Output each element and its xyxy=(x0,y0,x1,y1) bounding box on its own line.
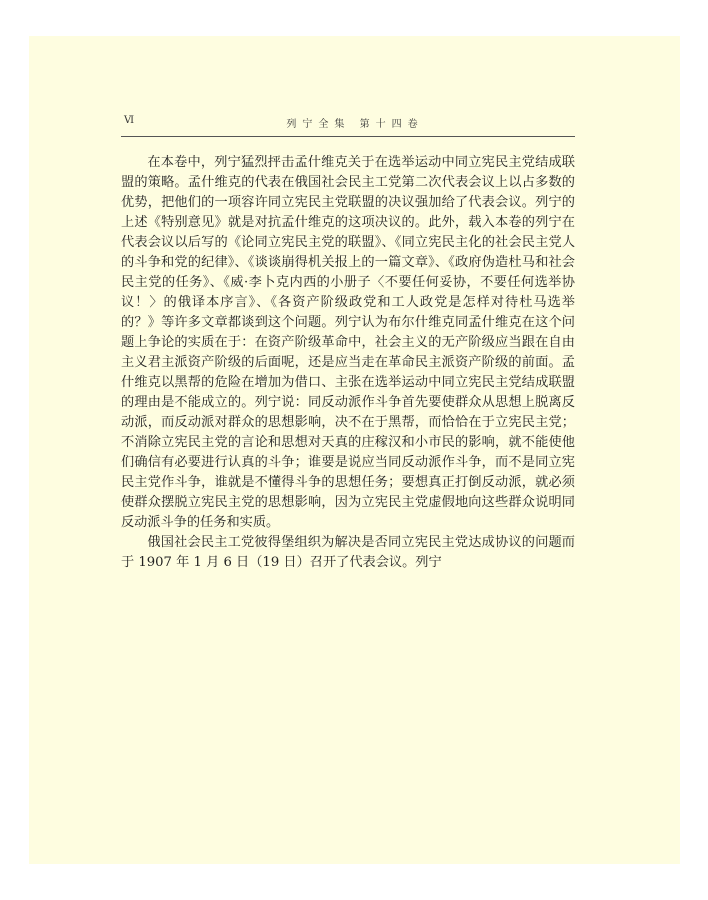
page-number: Ⅵ xyxy=(124,115,135,126)
paragraph: 在本卷中，列宁猛烈抨击孟什维克关于在选举运动中同立宪民主党结成联盟的策略。孟什维克的代表在俄国社会民主工党第二次代表会议上以占多数的优势，把他们的一项容许同立宪民主党联盟的决议强加给了代表会议。列宁的上述《特别意见》就是对抗孟什维克的这项决议的。此外，载入本卷的列宁在代表会议以后写的《论同立宪民主党的联盟》、《同立宪民主化的社会民主党人的斗争和党的纪律》、《谈谈崩得机关报上的一篇文章》、《政府伪造杜马和社会民主党的任务》、《威·李卜克内西的小册子〈不要任何妥协，不要任何选举协议！〉的俄译本序言》、《各资产阶级政党和工人政党是怎样对待杜马选举的？》等许多文章都谈到这个问题。列宁认为布尔什维克同孟什维克在这个问题上争论的实质在于：在资产阶级革命中，社会主义的无产阶级应当跟在自由主义君主派资产阶级的后面呢，还是应当走在革命民主派资产阶级的前面。孟什维克以黑帮的危险在增加为借口、主张在选举运动中同立宪民主党结成联盟的理由是不能成立的。列宁说：同反动派作斗争首先要使群众从思想上脱离反动派，而反动派对群众的思想影响，决不在于黑帮，而恰恰在于立宪民主党；不消除立宪民主党的言论和思想对天真的庄稼汉和小市民的影响，就不能使他们确信有必要进行认真的斗争；谁要是说应当同反动派作斗争，而不是同立宪民主党作斗争，谁就是不懂得斗争的思想任务；要想真正打倒反动派，就必须使群众摆脱立宪民主党的思想影响，因为立宪民主党虚假地向这些群众说明同反动派斗争的任务和实质。 xyxy=(121,155,575,530)
header-rule xyxy=(121,136,575,137)
running-title: 列宁全集 第十四卷 xyxy=(286,119,424,130)
paragraph: 俄国社会民主工党彼得堡组织为解决是否同立宪民主党达成协议的问题而于 1907 年 1 月 6 日（19 日）召开了代表会议。列宁 xyxy=(121,535,575,570)
page-header xyxy=(121,115,575,131)
body-text xyxy=(121,153,575,573)
